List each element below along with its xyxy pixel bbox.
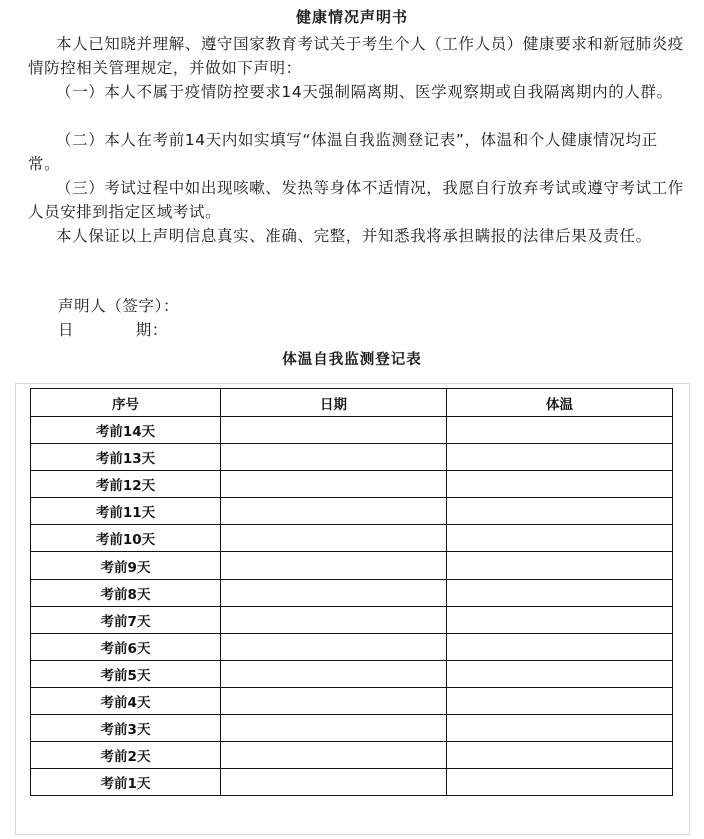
row-sequence-cell: 考前2天 [31,742,221,769]
row-temperature-cell[interactable] [447,660,673,687]
row-sequence-cell: 考前13天 [31,444,221,471]
row-temperature-cell[interactable] [447,687,673,714]
row-temperature-cell[interactable] [447,471,673,498]
row-temperature-cell[interactable] [447,606,673,633]
row-temperature-cell[interactable] [447,769,673,796]
row-date-cell[interactable] [221,417,447,444]
declaration-intro: 本人已知晓并理解、遵守国家教育考试关于考生个人（工作人员）健康要求和新冠肺炎疫情防控相关管理规定，并做如下声明： [28,35,684,77]
table-row [31,769,673,796]
table-row [31,471,673,498]
row-date-cell[interactable] [221,552,447,579]
table-header-row [31,389,673,417]
signature-line [58,294,179,318]
row-sequence-cell: 考前11天 [31,498,221,525]
row-sequence-cell: 考前9天 [31,552,221,579]
table-row [31,444,673,471]
row-sequence-cell: 考前8天 [31,579,221,606]
row-date-cell[interactable] [221,525,447,552]
table-row [31,552,673,579]
date-label [58,318,168,342]
row-date-cell[interactable] [221,606,447,633]
table-row [31,525,673,552]
row-sequence-cell: 考前5天 [31,660,221,687]
row-sequence-cell: 考前4天 [31,687,221,714]
row-temperature-cell[interactable] [447,552,673,579]
row-sequence-cell: 考前14天 [31,417,221,444]
date-label-char-2: 期： [135,321,168,339]
table-title: 体温自我监测登记表 [282,352,422,368]
row-date-cell[interactable] [221,633,447,660]
row-sequence-cell: 考前10天 [31,525,221,552]
table-row [31,606,673,633]
table-row [31,687,673,714]
row-date-cell[interactable] [221,471,447,498]
row-temperature-cell[interactable] [447,633,673,660]
row-sequence-cell: 考前7天 [31,606,221,633]
header-date: 日期 [221,389,447,417]
row-date-cell[interactable] [221,660,447,687]
row-date-cell[interactable] [221,742,447,769]
table-row [31,498,673,525]
row-temperature-cell[interactable] [447,498,673,525]
row-date-cell[interactable] [221,769,447,796]
table-row [31,633,673,660]
row-sequence-cell: 考前1天 [31,769,221,796]
declaration-guarantee: 本人保证以上声明信息真实、准确、完整，并知悉我将承担瞒报的法律后果及责任。 [56,227,652,245]
row-date-cell[interactable] [221,687,447,714]
row-temperature-cell[interactable] [447,715,673,742]
declaration-item-3: （三）考试过程中如出现咳嗽、发热等身体不适情况，我愿自行放弃考试或遵守考试工作人员安排到指定区域考试。 [28,179,684,221]
row-temperature-cell[interactable] [447,579,673,606]
header-temperature: 体温 [447,389,673,417]
date-line [58,318,168,342]
row-date-cell[interactable] [221,498,447,525]
date-label-char-1: 日 [58,321,75,339]
table-row [31,660,673,687]
temperature-log-table [30,388,673,796]
declaration-item-2: （二）本人在考前14天内如实填写“体温自我监测登记表”，体温和个人健康情况均正常。 [28,131,658,173]
row-date-cell[interactable] [221,444,447,471]
row-date-cell[interactable] [221,579,447,606]
table-row [31,579,673,606]
row-sequence-cell: 考前12天 [31,471,221,498]
row-date-cell[interactable] [221,715,447,742]
table-body [31,417,673,796]
signature-label: 声明人（签字）： [58,297,180,315]
header-sequence: 序号 [31,389,221,417]
row-temperature-cell[interactable] [447,417,673,444]
document-title: 健康情况声明书 [295,8,408,26]
declaration-item-1: （一）本人不属于疫情防控要求14天强制隔离期、医学观察期或自我隔离期内的人群。 [56,83,673,101]
table-row [31,417,673,444]
row-temperature-cell[interactable] [447,742,673,769]
table-row [31,742,673,769]
row-sequence-cell: 考前6天 [31,633,221,660]
table-row [31,715,673,742]
row-sequence-cell: 考前3天 [31,715,221,742]
row-temperature-cell[interactable] [447,444,673,471]
row-temperature-cell[interactable] [447,525,673,552]
